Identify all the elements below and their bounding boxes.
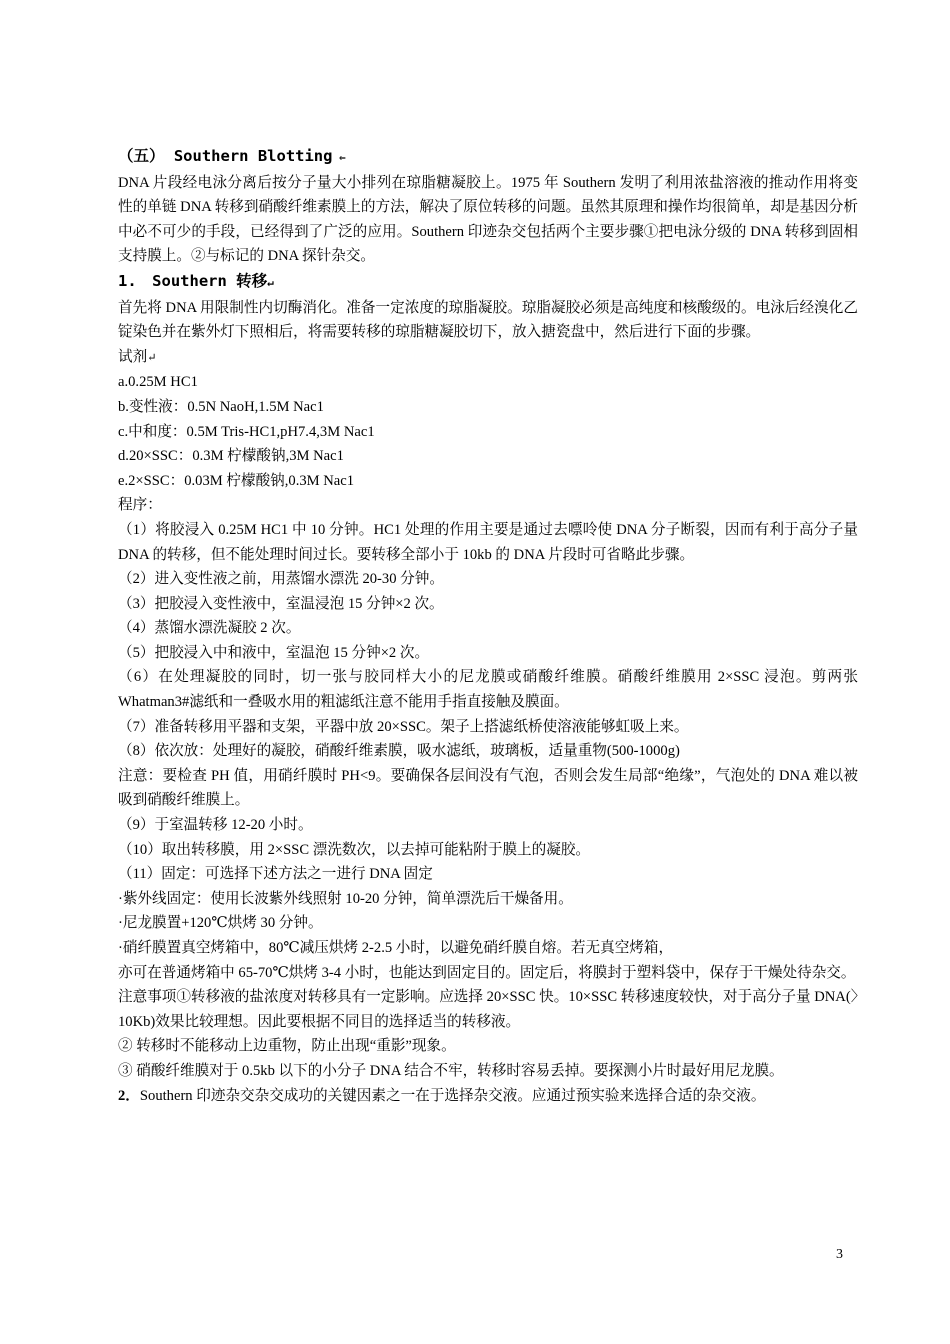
note-item: ② 转移时不能移动上边重物，防止出现“重影”现象。 — [118, 1038, 456, 1055]
reagent-item: c.中和度：0.5M Tris-HC1,pH7.4,3M Nac1 — [118, 423, 375, 440]
procedure-step: （4）蒸馏水漂洗凝胶 2 次。 — [118, 620, 301, 637]
procedure-note: 注意：要检查 PH 值，用硝纤膜时 PH<9。要确保各层间没有气泡，否则会发生局部“绝缘”，气泡处的 DNA 难以被吸到硝酸纤维膜上。 — [118, 767, 858, 809]
intro-paragraph: DNA 片段经电泳分离后按分子量大小排列在琼脂糖凝胶上。1975 年 Southern 发明了利用浓盐溶液的推动作用将变性的单链 DNA 转移到硝酸纤维素膜上的方法，解决了原位转移的问题。虽然其原理和操作均很简单，却是基因分析中必不可少的手段，已经得到了广泛的应用。Southern 印迹杂交包括两个主要步骤①把电泳分级的 DNA 转移到固相支持膜上。②与标记的 DNA 探针杂交。 — [118, 174, 858, 265]
subsection-title-southern-transfer: 1. Southern 转移↵ — [118, 271, 274, 290]
reagents-label: 试剂↵ — [118, 348, 157, 365]
section-title: （五） Southern Blotting ⇐ — [118, 147, 346, 165]
procedure-step: （1）将胶浸入 0.25M HC1 中 10 分钟。HC1 处理的作用主要是通过去嘌呤使 DNA 分子断裂，因而有利于高分子量 DNA 的转移，但不能处理时间过长。要转移全部小于 10kb 的 DNA 片段时可省略此步骤。 — [118, 521, 858, 563]
procedure-step: 亦可在普通烤箱中 65-70℃烘烤 3-4 小时，也能达到固定目的。固定后，将膜封于塑料袋中，保存于干燥处待杂交。 — [118, 964, 856, 981]
reagent-item: e.2×SSC：0.03M 柠檬酸钠,0.3M Nac1 — [118, 472, 355, 489]
procedure-step: （9）于室温转移 12-20 小时。 — [118, 817, 313, 834]
procedure-step: （5）把胶浸入中和液中，室温泡 15 分钟×2 次。 — [118, 644, 430, 661]
subsection-text: Southern 印迹杂交杂交成功的关键因素之一在于选择杂交液。应通过预实验来选择合适的杂交液。 — [139, 1087, 766, 1104]
page-number: 3 — [836, 1247, 843, 1262]
reagent-item: b.变性液：0.5N NaoH,1.5M Nac1 — [118, 398, 324, 415]
procedure-step: （8）依次放：处理好的凝胶，硝酸纤维素膜，吸水滤纸，玻璃板，适量重物(500-1000g) — [118, 743, 680, 760]
note-item: 注意事项①转移液的盐浓度对转移具有一定影响。应选择 20×SSC 快。10×SSC 转移速度较快，对于高分子量 DNA(〉10Kb)效果比较理想。因此要根据不同目的选择适当的转移液。 — [118, 989, 858, 1030]
subsection-number: 2． — [118, 1087, 140, 1104]
document-body — [118, 144, 858, 1108]
procedure-step: （6）在处理凝胶的同时，切一张与胶同样大小的尼龙膜或硝酸纤维膜。硝酸纤维膜用 2×SSC 浸泡。剪两张 Whatman3#滤纸和一叠吸水用的粗滤纸注意不能用手指直接触及膜面。 — [118, 669, 858, 711]
reagent-item: d.20×SSC：0.3M 柠檬酸钠,3M Nac1 — [118, 448, 344, 465]
procedure-step: ·紫外线固定：使用长波紫外线照射 10-20 分钟，简单漂洗后干燥备用。 — [118, 890, 573, 907]
reagent-item: a.0.25M HC1 — [118, 374, 198, 391]
procedure-step: （3）把胶浸入变性液中，室温浸泡 15 分钟×2 次。 — [118, 595, 444, 612]
transfer-intro-paragraph: 首先将 DNA 用限制性内切酶消化。准备一定浓度的琼脂凝胶。琼脂凝胶必须是高纯度和核酸级的。电泳后经溴化乙锭染色并在紫外灯下照相后，将需要转移的琼脂糖凝胶切下，放入搪瓷盘中，然后进行下面的步骤。 — [118, 299, 858, 341]
line-break-mark-icon: ↵ — [267, 275, 274, 289]
procedure-step: ·硝纤膜置真空烤箱中，80℃减压烘烤 2-2.5 小时，以避免硝纤膜自熔。若无真空烤箱， — [118, 940, 674, 956]
procedure-step: ·尼龙膜置+120℃烘烤 30 分钟。 — [118, 915, 323, 932]
note-item: ③ 硝酸纤维膜对于 0.5kb 以下的小分子 DNA 结合不牢，转移时容易丢掉。要探测小片时最好用尼龙膜。 — [118, 1062, 784, 1079]
subsection-hybridization — [118, 1084, 858, 1109]
paragraph-mark-icon: ⇐ — [332, 151, 346, 164]
line-break-mark-icon: ↵ — [147, 351, 157, 364]
procedure-step: （2）进入变性液之前，用蒸馏水漂洗 20-30 分钟。 — [118, 571, 444, 588]
procedure-step: （10）取出转移膜，用 2×SSC 漂洗数次，以去掉可能粘附于膜上的凝胶。 — [118, 841, 591, 858]
procedure-label: 程序： — [118, 497, 162, 514]
procedure-step: （11）固定：可选择下述方法之一进行 DNA 固定 — [118, 866, 433, 883]
procedure-step: （7）准备转移用平器和支架，平器中放 20×SSC。架子上搭滤纸桥使溶液能够虹吸上来。 — [118, 718, 689, 735]
